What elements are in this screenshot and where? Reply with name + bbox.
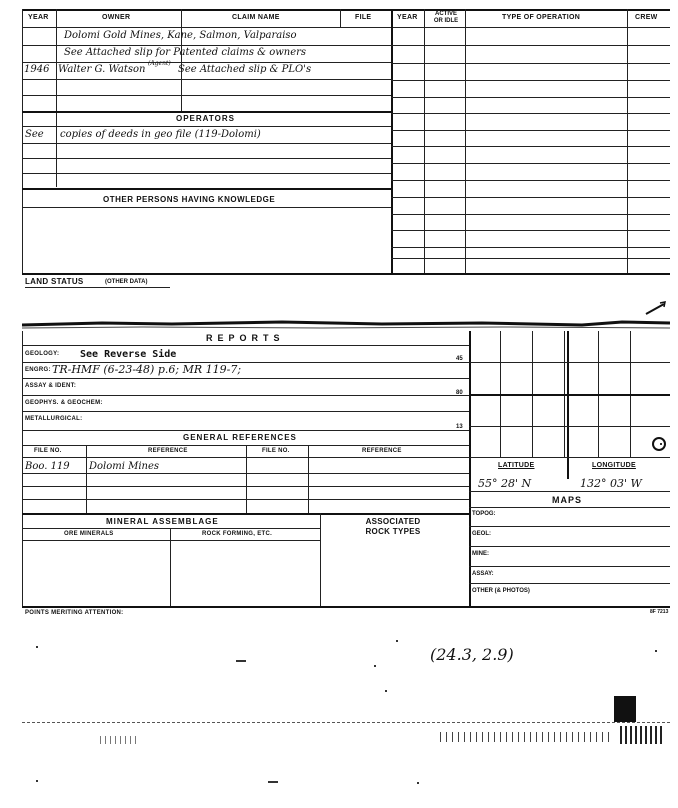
other-persons-title: OTHER PERSONS HAVING KNOWLEDGE bbox=[103, 195, 276, 204]
year-col-divider bbox=[56, 9, 57, 187]
maps-row-line bbox=[469, 546, 670, 547]
type-col-divider bbox=[627, 9, 628, 273]
metallurgical-label: METALLURGICAL: bbox=[25, 416, 83, 422]
scan-speck bbox=[396, 640, 398, 642]
grid-row bbox=[469, 426, 670, 427]
location-rule bbox=[469, 491, 670, 492]
assemblage-header-rule bbox=[22, 540, 320, 541]
assemblage-title-rule bbox=[22, 528, 320, 529]
header-active-or-idle: ACTIVE OR IDLE bbox=[433, 11, 459, 24]
top-section-bottom bbox=[22, 273, 670, 275]
reports-left-border bbox=[22, 331, 23, 606]
header-claim-name: CLAIM NAME bbox=[232, 14, 280, 21]
geology-num: 45 bbox=[456, 356, 463, 362]
scan-smudge bbox=[440, 732, 610, 742]
latitude-value: 55° 28' N bbox=[478, 477, 532, 490]
associated-rock-types: ASSOCIATED ROCK TYPES bbox=[365, 517, 421, 536]
reports-right-divider bbox=[469, 331, 471, 606]
torn-edge-svg bbox=[22, 319, 670, 331]
right-row-line bbox=[391, 146, 670, 147]
header-owner: OWNER bbox=[102, 14, 131, 21]
punch-blot bbox=[614, 696, 636, 722]
operators-entry-prefix: See bbox=[25, 129, 44, 140]
owner-entry-3-year: 1946 bbox=[24, 64, 50, 75]
corner-mark bbox=[644, 300, 666, 316]
right-row-line bbox=[391, 97, 670, 98]
engrg-value: TR-HMF (6-23-48) p.6; MR 119-7; bbox=[52, 363, 242, 376]
coordinate-note: (24.3, 2.9) bbox=[430, 645, 514, 664]
maps-topog: TOPOG: bbox=[472, 511, 496, 517]
maps-rule bbox=[469, 507, 670, 508]
maps-row-line bbox=[469, 566, 670, 567]
ref-col-file-no-2: FILE NO. bbox=[262, 448, 290, 454]
engrg-label: ENGRG: bbox=[25, 367, 51, 373]
operators-title: OPERATORS bbox=[176, 114, 235, 123]
year2-col-divider bbox=[424, 9, 425, 273]
right-row-line bbox=[391, 45, 670, 46]
right-row-line bbox=[391, 180, 670, 181]
ref-col-divider bbox=[246, 445, 247, 513]
owner-row-line bbox=[22, 62, 391, 63]
scan-smudge bbox=[620, 726, 664, 744]
references-bottom bbox=[22, 513, 469, 515]
maps-geol: GEOL: bbox=[472, 531, 491, 537]
assemblage-divider bbox=[320, 513, 321, 606]
right-row-line bbox=[391, 247, 670, 248]
metallurgical-num: 13 bbox=[456, 424, 463, 430]
scan-smudge bbox=[100, 736, 140, 744]
center-divider bbox=[391, 9, 393, 273]
header-crew: CREW bbox=[635, 14, 658, 21]
land-status-label: LAND STATUS bbox=[25, 277, 84, 286]
right-row-line bbox=[391, 63, 670, 64]
owner-entry-2: See Attached slip for Patented claims & owners bbox=[64, 47, 307, 58]
operators-section-bottom bbox=[22, 188, 391, 190]
maps-other: OTHER (& PHOTOS) bbox=[472, 588, 530, 594]
other-persons-rule bbox=[22, 207, 391, 208]
reports-row-line bbox=[22, 378, 469, 379]
geology-label: GEOLOGY: bbox=[25, 351, 60, 357]
ref-col-divider bbox=[86, 445, 87, 513]
header-year-2: YEAR bbox=[397, 14, 418, 21]
torn-band bbox=[22, 318, 670, 330]
header-bottom-rule bbox=[22, 27, 670, 28]
right-row-line bbox=[391, 258, 670, 259]
grid-row-center bbox=[469, 394, 670, 396]
latitude-label: LATITUDE bbox=[498, 462, 535, 469]
scan-speck bbox=[236, 660, 246, 662]
operators-entry: copies of deeds in geo file (119-Dolomi) bbox=[60, 129, 261, 140]
circle-mark bbox=[652, 437, 666, 451]
right-row-line bbox=[391, 130, 670, 131]
right-row-line bbox=[391, 214, 670, 215]
ore-minerals-label: ORE MINERALS bbox=[64, 531, 114, 537]
claim-col-divider bbox=[340, 9, 341, 27]
longitude-value: 132° 03' W bbox=[580, 477, 642, 490]
header-file: FILE bbox=[355, 14, 372, 21]
owner-row-line bbox=[22, 79, 391, 80]
land-status-sub: (OTHER DATA) bbox=[105, 279, 148, 285]
points-meriting-label: POINTS MERITING ATTENTION: bbox=[25, 610, 124, 616]
active-col-divider bbox=[465, 9, 466, 273]
circle-dot bbox=[660, 443, 662, 445]
scan-speck bbox=[417, 782, 419, 784]
header-year: YEAR bbox=[28, 14, 49, 21]
right-row-line bbox=[391, 80, 670, 81]
fold-line bbox=[22, 722, 670, 723]
reports-title: REPORTS bbox=[206, 333, 285, 343]
ref-col-file-no: FILE NO. bbox=[34, 448, 62, 454]
rock-forming-label: ROCK FORMING, ETC. bbox=[202, 531, 273, 537]
geology-value: See Reverse Side bbox=[80, 349, 177, 360]
grid-row bbox=[469, 362, 670, 363]
reports-title-rule bbox=[22, 345, 469, 346]
references-row-line bbox=[22, 486, 469, 487]
owner-entry-3: Walter G. Watson bbox=[58, 64, 146, 75]
operators-rule bbox=[22, 126, 391, 127]
maps-row-line bbox=[469, 526, 670, 527]
assemblage-col-divider bbox=[170, 528, 171, 606]
scan-speck bbox=[374, 665, 376, 667]
ref-entry-reference: Dolomi Mines bbox=[89, 461, 160, 472]
ref-entry-file: Boo. 119 bbox=[25, 461, 70, 472]
form-number: 8F 7213 bbox=[650, 609, 669, 615]
right-row-line bbox=[391, 113, 670, 114]
owner-row-line bbox=[22, 45, 391, 46]
maps-assay: ASSAY: bbox=[472, 571, 494, 577]
right-row-line bbox=[391, 230, 670, 231]
maps-title: MAPS bbox=[552, 495, 583, 505]
right-row-line bbox=[391, 197, 670, 198]
maps-row-line bbox=[469, 583, 670, 584]
left-border bbox=[22, 9, 23, 273]
operators-row-line bbox=[22, 173, 391, 174]
land-status-underline bbox=[25, 287, 170, 288]
reports-row-line bbox=[22, 395, 469, 396]
geophys-label: GEOPHYS. & GEOCHEM: bbox=[25, 400, 103, 406]
maps-mine: MINE: bbox=[472, 551, 489, 557]
mineral-assemblage-title: MINERAL ASSEMBLAGE bbox=[106, 517, 219, 526]
owner-entry-3-sup: (Agent) bbox=[148, 60, 171, 67]
references-row-line bbox=[22, 473, 469, 474]
top-border bbox=[22, 9, 670, 11]
operators-row-line bbox=[22, 158, 391, 159]
header-type-of-operation: TYPE OF OPERATION bbox=[502, 14, 581, 21]
corner-mark-svg bbox=[644, 300, 666, 316]
scan-speck bbox=[36, 646, 38, 648]
owner-entry-3-note: See Attached slip & PLO's bbox=[178, 64, 312, 75]
assay-num: 80 bbox=[456, 390, 463, 396]
reports-bottom bbox=[22, 606, 670, 608]
references-row-line bbox=[22, 499, 469, 500]
right-row-line bbox=[391, 163, 670, 164]
longitude-label: LONGITUDE bbox=[592, 462, 636, 469]
operators-row-line bbox=[22, 143, 391, 144]
owner-row-line bbox=[22, 95, 391, 96]
ref-col-divider bbox=[308, 445, 309, 513]
scan-speck bbox=[655, 650, 657, 652]
ref-col-reference-2: REFERENCE bbox=[362, 448, 402, 454]
reports-row-line bbox=[22, 430, 469, 431]
scan-speck bbox=[36, 780, 38, 782]
owner-entry-1: Dolomi Gold Mines, Kane, Salmon, Valparaiso bbox=[64, 30, 297, 41]
owner-section-bottom bbox=[22, 111, 391, 113]
grid-row-bottom bbox=[469, 457, 670, 458]
scan-speck bbox=[268, 781, 278, 783]
assay-label: ASSAY & IDENT: bbox=[25, 383, 77, 389]
general-references-title: GENERAL REFERENCES bbox=[183, 433, 297, 442]
scan-speck bbox=[385, 690, 387, 692]
ref-col-reference: REFERENCE bbox=[148, 448, 188, 454]
reports-row-line bbox=[22, 411, 469, 412]
